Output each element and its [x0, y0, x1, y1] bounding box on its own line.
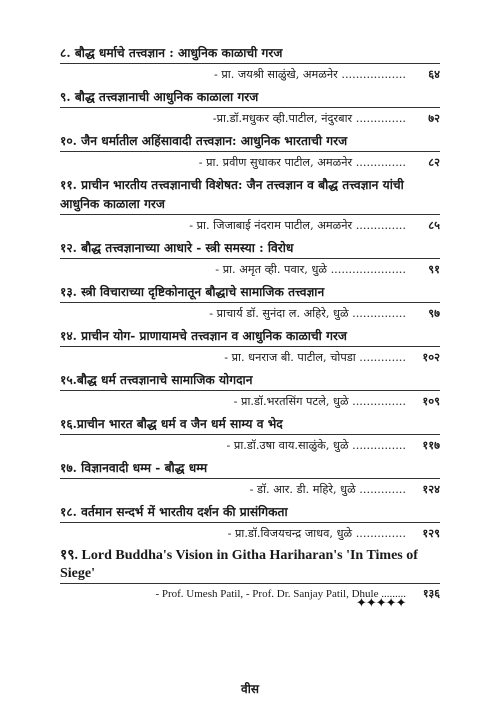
entry-author: - प्राचार्य डॉ. सुनंदा ल. अहिरे, धुळे ............... [209, 307, 406, 320]
entry-author: - प्रा.डॉ.उषा वाय.साळुंके, धुळे ............... [226, 439, 406, 452]
entry-author: - प्रा. जिजाबाई नंदराम पाटील, अमळनेर .............. [189, 219, 406, 232]
entry-title: ११. प्राचीन भारतीय तत्त्वज्ञानाची विशेषत: जैन तत्त्वज्ञान व बौद्ध तत्त्वज्ञान यांची आधुनिक काळाला गरज [60, 178, 404, 211]
toc-entry [60, 503, 440, 543]
entry-author: - Prof. Umesh Patil, - Prof. Dr. Sanjay Patil, Dhule ......... [155, 588, 406, 600]
page-number-footer: वीस [241, 682, 259, 696]
entry-page: ९७ [428, 306, 440, 320]
entry-title: १७. विज्ञानवादी धम्म - बौद्ध धम्म [60, 461, 208, 475]
toc-entry [60, 176, 440, 235]
entry-author-row [60, 214, 440, 235]
entry-title: १८. वर्तमान सन्दर्भ में भारतीय दर्शन की प्रासंगिकता [60, 505, 288, 519]
entry-author-row [60, 434, 440, 455]
toc-entry [60, 44, 440, 84]
entry-page: ८५ [428, 218, 440, 232]
entry-title: १३. स्त्री विचाराच्या दृष्टिकोनातून बौद्धाचे सामाजिक तत्त्वज्ञान [60, 285, 325, 299]
entry-author-row [60, 107, 440, 128]
toc-entry [60, 371, 440, 411]
entry-author: - प्रा.डॉ.भरतसिंग पटले, धुळे ............... [233, 395, 406, 408]
toc-entry [60, 283, 440, 323]
entry-title: १९. Lord Buddha's Vision in Githa Hariharan's 'In Times of Siege' [60, 548, 418, 581]
entry-page: ९१ [428, 262, 440, 276]
entry-title: १६.प्राचीन भारत बौद्ध धर्म व जैन धर्म साम्य व भेद [60, 417, 283, 431]
toc-entry [60, 88, 440, 128]
toc-entry [60, 459, 440, 499]
entry-author: - प्रा. अमृत व्ही. पवार, धुळे ..................... [215, 263, 406, 276]
entry-title: ८. बौद्ध धर्माचे तत्त्वज्ञान : आधुनिक काळाची गरज [60, 46, 283, 60]
ornament-diamonds: ✦✦✦✦✦ [356, 596, 406, 611]
entry-author: - प्रा.डॉ.विजयचन्द्र जाधव, धुळे .............. [227, 527, 406, 540]
entry-page: १०२ [422, 350, 440, 364]
entry-author: -प्रा.डॉ.मधुकर व्ही.पाटील, नंदुरबार .............. [212, 112, 406, 125]
entry-author: - डॉ. आर. डी. महिरे, धुळे ............. [249, 483, 406, 496]
entry-author-row [60, 302, 440, 323]
entry-author: - प्रा. जयश्री साळुंखे, अमळनेर .................. [213, 68, 406, 81]
entry-author-row [60, 151, 440, 172]
entry-page: ६४ [428, 67, 440, 81]
entry-author-row [60, 390, 440, 411]
entry-title: ९. बौद्ध तत्त्वज्ञानाची आधुनिक काळाला गरज [60, 90, 259, 104]
toc-entry [60, 239, 440, 279]
entry-title: १५.बौद्ध धर्म तत्त्वज्ञानाचे सामाजिक योगदान [60, 373, 253, 387]
entry-page: ८२ [428, 155, 440, 169]
entry-author: - प्रा. धनराज बी. पाटील, चोपडा ............. [224, 351, 406, 364]
entry-author-row [60, 258, 440, 279]
entry-page: १२४ [422, 482, 440, 496]
entry-page: १२९ [422, 526, 440, 540]
entry-author-row [60, 346, 440, 367]
entry-author: - प्रा. प्रवीण सुधाकर पाटील, अमळनेर .............. [198, 156, 406, 169]
entry-title: १२. बौद्ध तत्त्वज्ञानाच्या आधारे - स्त्री समस्या : विरोध [60, 241, 294, 255]
toc-entry [60, 415, 440, 455]
entry-page: ७२ [428, 111, 440, 125]
entry-author-row [60, 522, 440, 543]
entry-title: १०. जैन धर्मातील अहिंसावादी तत्त्वज्ञान: आधुनिक भारताची गरज [60, 134, 348, 148]
toc-entry [60, 547, 440, 603]
entry-page: १३६ [422, 588, 440, 600]
entry-author-row [60, 63, 440, 84]
entry-page: १०९ [422, 394, 440, 408]
toc-entry [60, 327, 440, 367]
toc-entry [60, 132, 440, 172]
entry-title: १४. प्राचीन योग- प्राणायामचे तत्त्वज्ञान व आधुनिक काळाची गरज [60, 329, 347, 343]
entry-author-row [60, 478, 440, 499]
table-of-contents [60, 44, 440, 607]
entry-page: ११७ [422, 438, 440, 452]
